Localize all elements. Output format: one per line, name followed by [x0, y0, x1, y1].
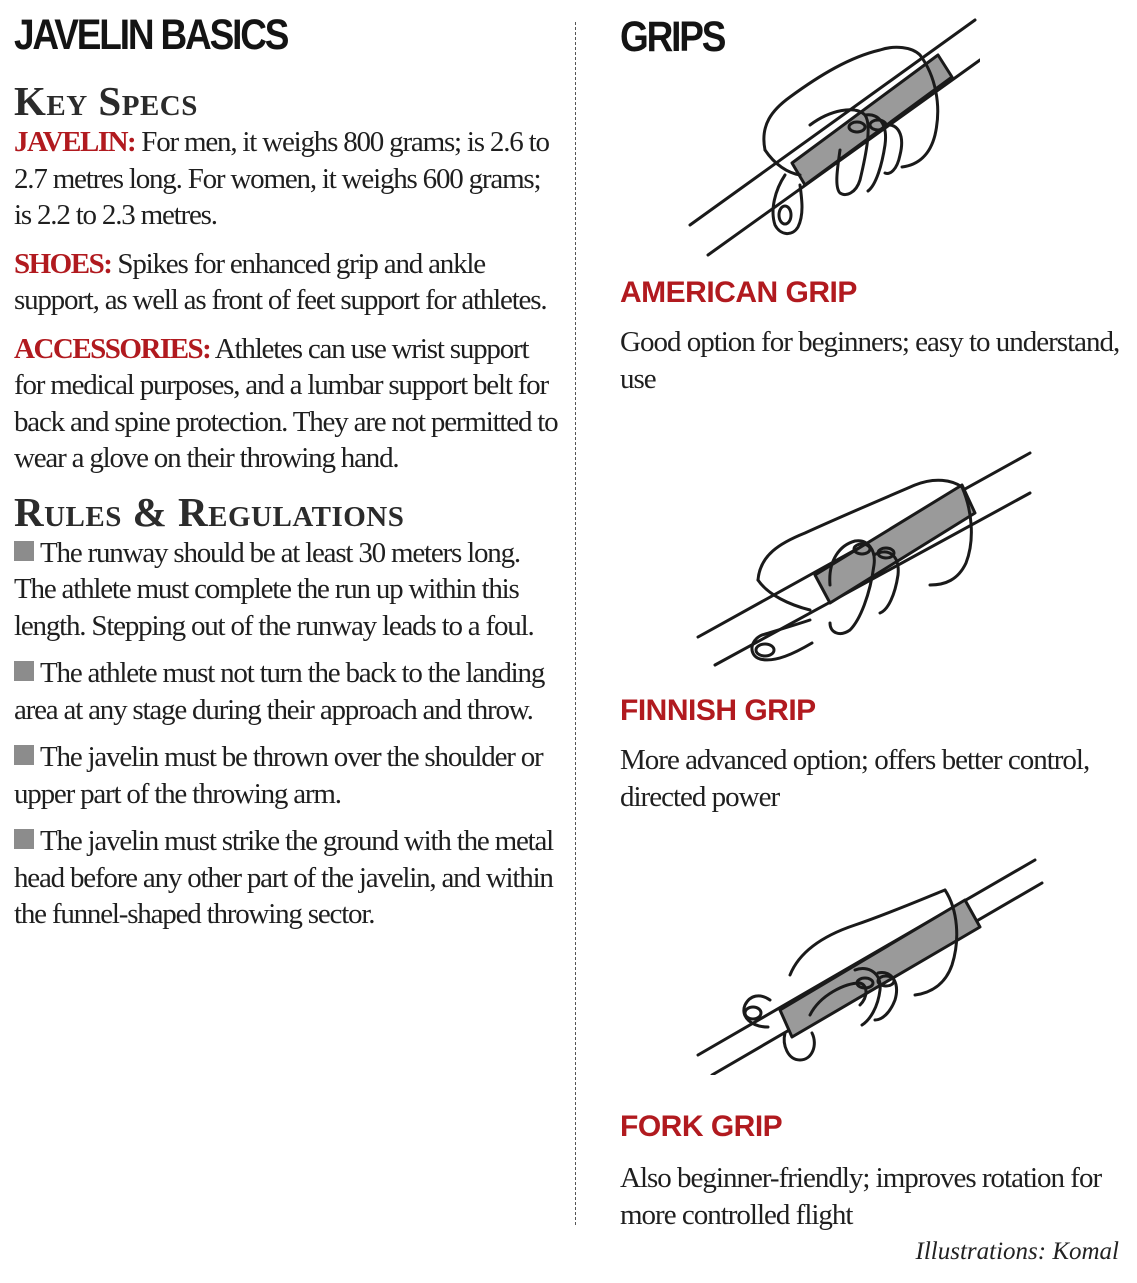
rule-text: The runway should be at least 30 meters long. The athlete must complete the run up within this length. Stepping out of the runway leads to a foul.	[14, 536, 534, 642]
square-bullet-icon	[14, 745, 34, 765]
column-divider	[575, 22, 576, 1225]
rule-item	[14, 739, 559, 812]
grip-name: FORK GRIP	[620, 1110, 783, 1143]
grips-title: GRIPS	[620, 13, 725, 61]
rule-text: The athlete must not turn the back to the landing area at any stage during their approach and throw.	[14, 657, 545, 726]
grip-description: Also beginner-friendly; improves rotation for more controlled flight	[620, 1162, 1102, 1231]
grip-description: Good option for beginners; easy to understand, use	[620, 326, 1120, 395]
square-bullet-icon	[14, 829, 34, 849]
grip-name: FINNISH GRIP	[620, 694, 816, 727]
illustration-credit: Illustrations: Komal	[915, 1238, 1119, 1265]
spec-text: For men, it weighs 800 grams; is 2.6 to 2.7 metres long. For women, it weighs 600 grams; is 2.2 to 2.3 metres.	[14, 126, 549, 231]
left-column	[14, 78, 559, 944]
grip-description: More advanced option; offers better control, directed power	[620, 744, 1090, 813]
spec-label: SHOES:	[14, 247, 112, 280]
spec-shoes	[14, 246, 559, 319]
fork-grip-illustration	[690, 855, 1045, 1075]
spec-label: JAVELIN:	[14, 126, 136, 158]
grip-name: AMERICAN GRIP	[620, 276, 857, 309]
spec-text: Spikes for enhanced grip and ankle support, as well as front of feet support for athletes.	[14, 247, 547, 316]
american-grip-illustration	[680, 15, 980, 265]
key-specs-heading: Key Specs	[14, 78, 198, 124]
rule-text: The javelin must strike the ground with the metal head before any other part of the javelin, and within the funnel-shaped throwing sector.	[14, 825, 554, 930]
spec-text: Athletes can use wrist support for medical purposes, and a lumbar support belt for back and spine protection. They are not permitted to wear a glove on their throwing hand.	[14, 332, 558, 474]
spec-accessories	[14, 331, 559, 477]
square-bullet-icon	[14, 541, 34, 561]
spec-label: ACCESSORIES:	[14, 332, 211, 365]
rule-item	[14, 535, 559, 645]
rule-item	[14, 823, 559, 933]
spec-javelin	[14, 124, 559, 234]
finnish-grip-illustration	[690, 445, 1035, 670]
page-title: JAVELIN BASICS	[14, 11, 288, 59]
rules-heading: Rules & Regulations	[14, 488, 405, 535]
rule-item	[14, 655, 559, 728]
rule-text: The javelin must be thrown over the shoulder or upper part of the throwing arm.	[14, 741, 543, 810]
square-bullet-icon	[14, 661, 34, 681]
